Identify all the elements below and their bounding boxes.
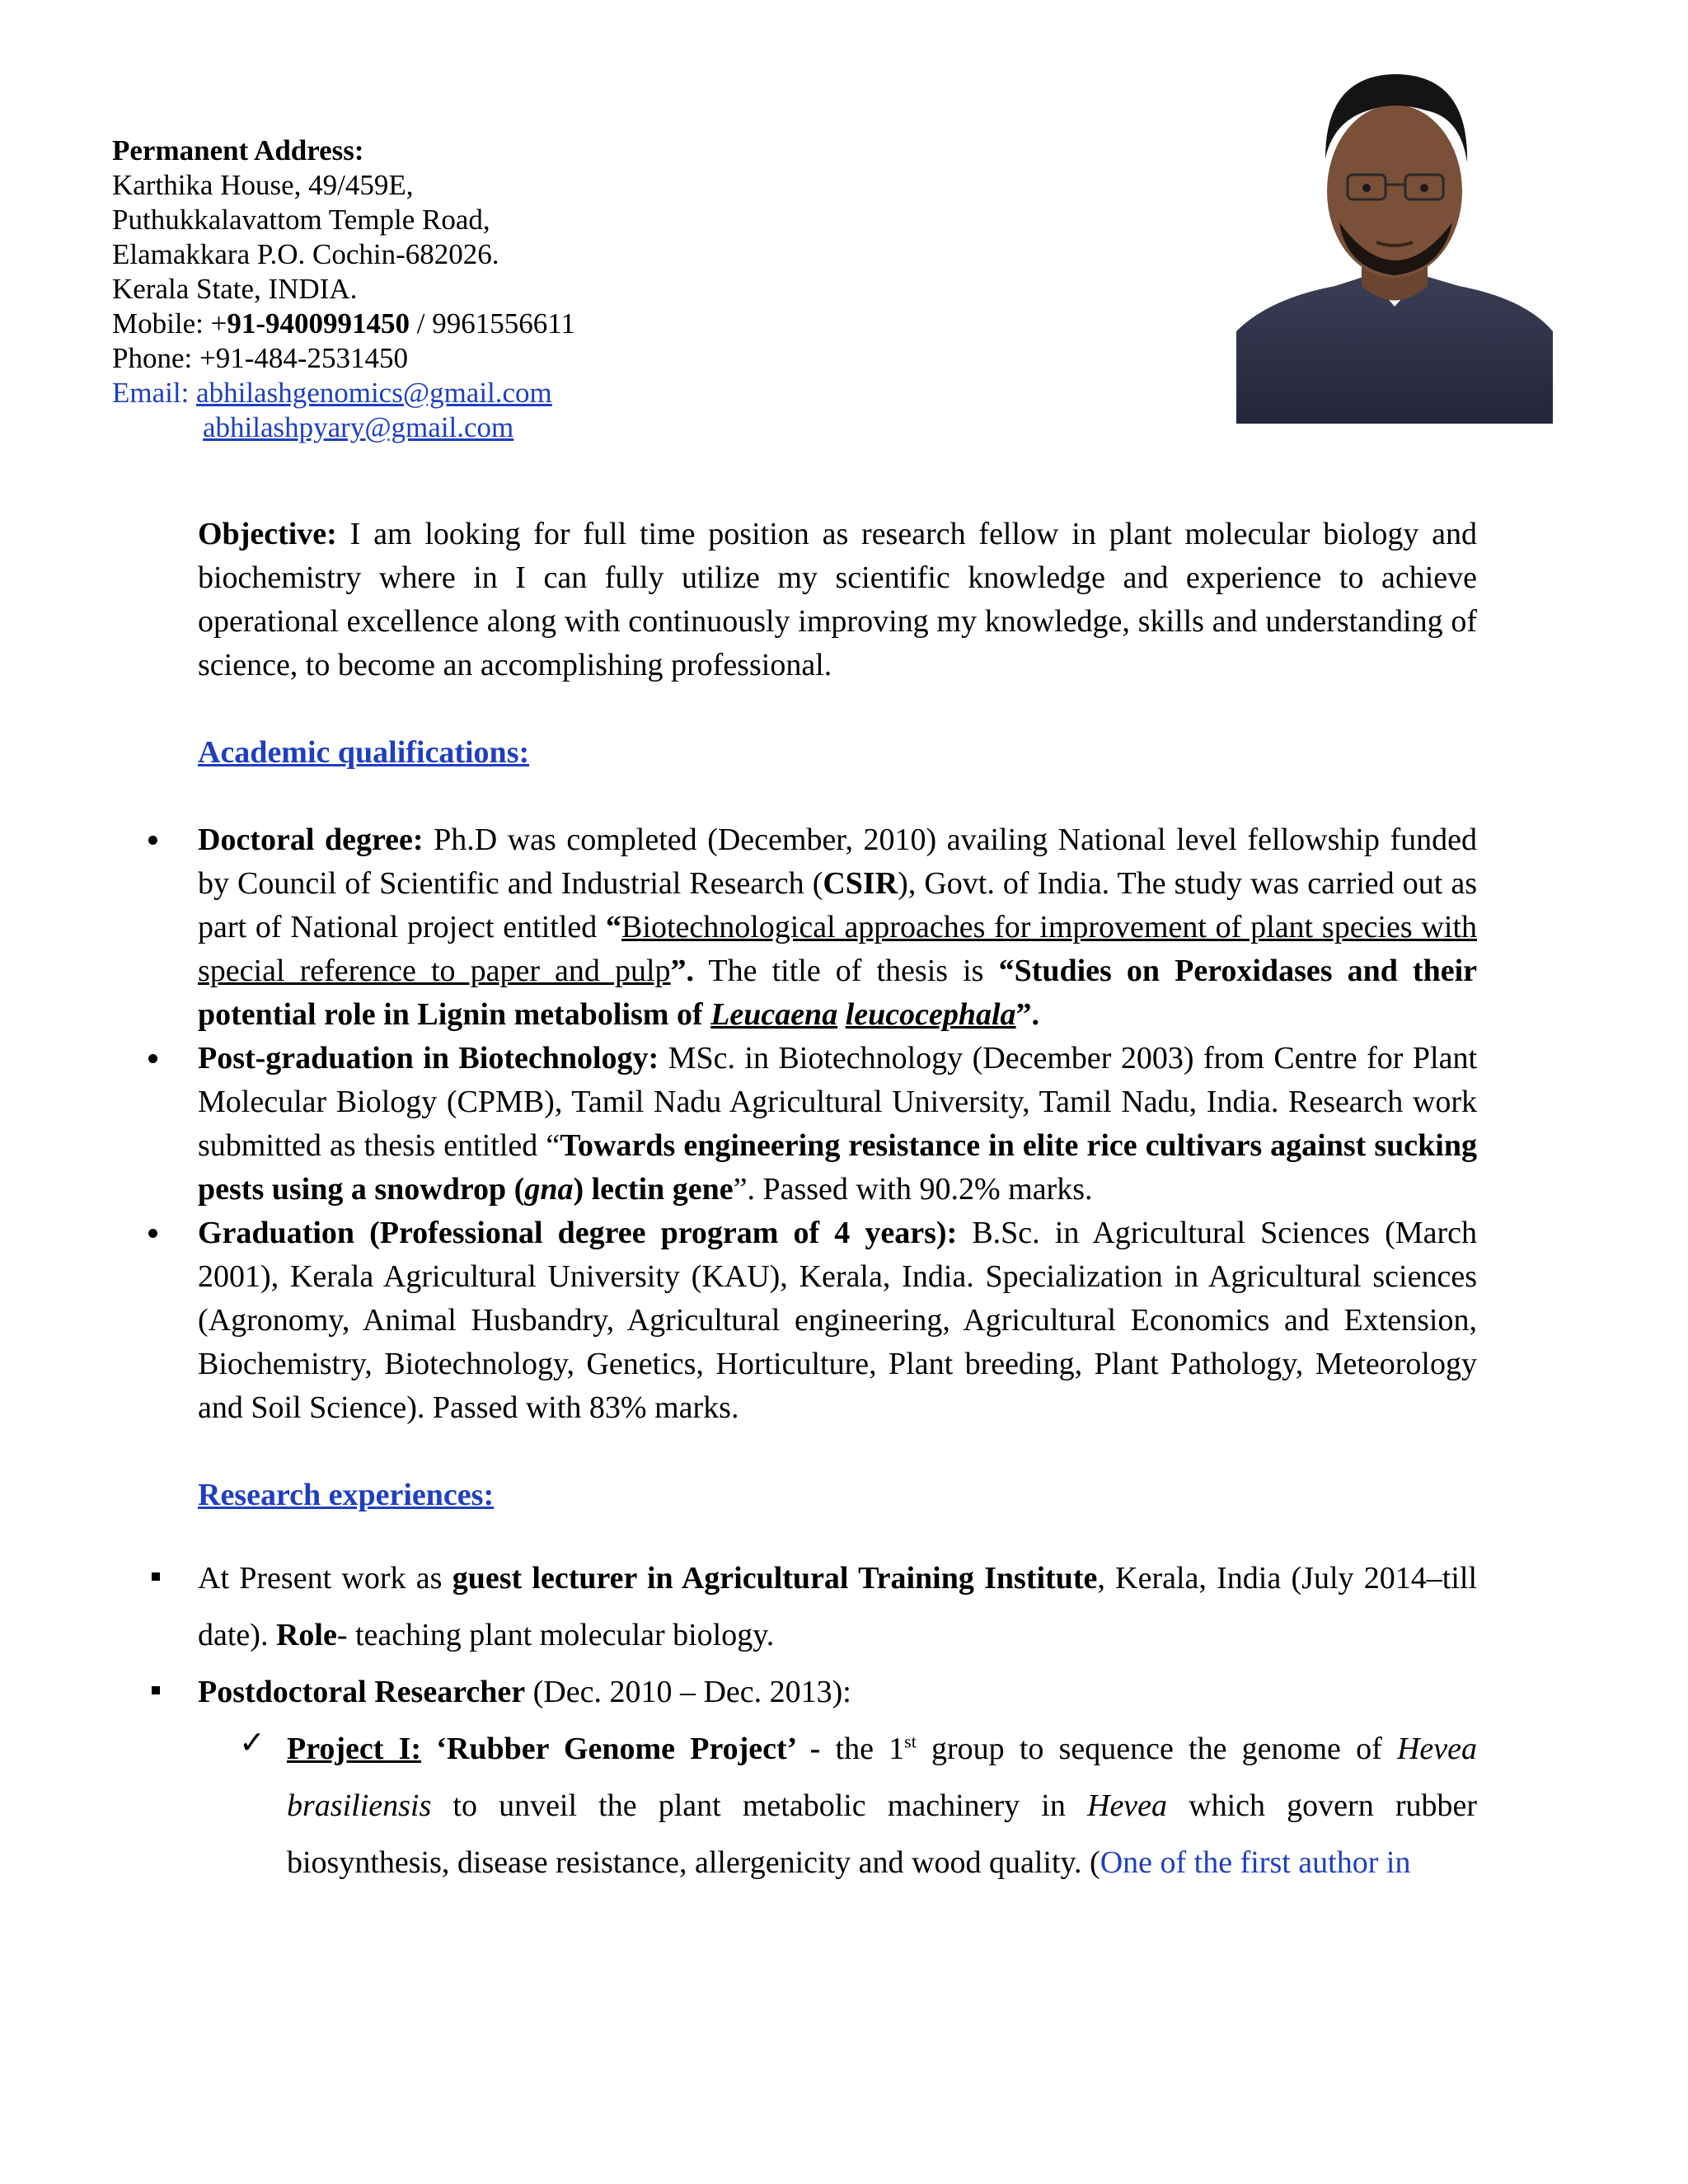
- project-text-2: group to sequence the genome of: [916, 1732, 1397, 1766]
- email-link-secondary[interactable]: abhilashpyary@gmail.com: [203, 411, 514, 443]
- thesis-end: ”.: [1015, 997, 1040, 1032]
- mobile-secondary: / 9961556611: [409, 307, 575, 340]
- email-line: [112, 376, 854, 410]
- gene-name: gna: [524, 1172, 574, 1207]
- list-item-postgrad: [198, 1037, 1477, 1212]
- mobile-primary: 91-9400991450: [227, 307, 410, 340]
- postdoc-title: Postdoctoral Researcher: [198, 1675, 526, 1709]
- objective-label: Objective:: [198, 517, 337, 551]
- objective-text: I am looking for full time position as research fellow in plant molecular biology and biochemistry where in I can fully utilize my scientific knowledge and experience to achieve operational excellence along with continuously improving my knowledge, skills and understanding of science, to become an accomplishing professional.: [198, 517, 1477, 682]
- address-block: [112, 134, 854, 445]
- research-heading: Research experiences:: [198, 1478, 495, 1512]
- role-position: guest lecturer in Agricultural Training Institute: [452, 1561, 1098, 1596]
- square-bullet-icon: [152, 1686, 160, 1694]
- research-list: [198, 1550, 1477, 1721]
- grad-text: B.Sc. in Agricultural Sciences (March 2001), Kerala Agricultural University (KAU), Kerala, India. Specialization in Agricultural sciences (Agronomy, Animal Husbandry, Agricultural engineering, Agricultural Economics and Extension, Biochemistry, Biotechnology, Genetics, Horticulture, Plant breeding, Plant Pathology, Meteorology and Soil Science). Passed with 83% marks.: [198, 1216, 1477, 1425]
- project-label: Project I:: [287, 1732, 422, 1766]
- grad-label: Graduation (Professional degree program of 4 years):: [198, 1216, 958, 1250]
- doctoral-label: Doctoral degree:: [198, 823, 424, 857]
- address-heading: Permanent Address:: [112, 134, 364, 166]
- project-name: ‘Rubber Genome Project’ -: [421, 1732, 836, 1766]
- genus-hevea: Hevea: [1087, 1788, 1168, 1823]
- phone-line: Phone: +91-484-2531450: [112, 342, 409, 374]
- ordinal-suffix: st: [904, 1731, 917, 1752]
- quote-close: ”.: [670, 954, 695, 988]
- address-line-3: Elamakkara P.O. Cochin-682026.: [112, 238, 499, 270]
- checkmark-icon: ✓: [239, 1724, 265, 1760]
- email-link-primary[interactable]: abhilashgenomics@gmail.com: [196, 377, 552, 409]
- thesis-title: “Studies on Peroxidases and their potential role in Lignin metabolism of: [198, 954, 1478, 1032]
- species-name: leucocephala: [845, 997, 1016, 1032]
- list-item-project-1: [239, 1721, 1478, 1891]
- role-text-3: - teaching plant molecular biology.: [336, 1618, 775, 1652]
- list-item-current-role: [198, 1550, 1477, 1664]
- species-hevea: Hevea brasiliensis: [287, 1732, 1477, 1823]
- profile-photo-icon: [1236, 59, 1553, 424]
- address-line-1: Karthika House, 49/459E,: [112, 169, 414, 201]
- quote-open: “: [606, 910, 622, 944]
- email-label: Email:: [112, 377, 197, 409]
- bullet-icon: [148, 1229, 157, 1238]
- email-line-2: [112, 410, 854, 445]
- bullet-icon: [148, 836, 157, 845]
- postgrad-thesis-1: Towards engineering resistance in elite rice cultivars against sucking pests using a snowdrop (: [198, 1128, 1477, 1207]
- mobile-label: Mobile: +: [112, 307, 227, 340]
- main-content: [198, 513, 1477, 1891]
- postdoc-dates: (Dec. 2010 – Dec. 2013):: [525, 1675, 851, 1709]
- project-title: Biotechnological approaches for improvement of plant species with special reference to paper and pulp: [198, 910, 1478, 988]
- role-text-2: , Kerala, India (July 2014–till date).: [198, 1561, 1478, 1652]
- role-label: Role: [275, 1618, 337, 1652]
- publication-note: One of the first author in: [1100, 1845, 1411, 1880]
- postgrad-text-2: ”. Passed with 90.2% marks.: [733, 1172, 1093, 1207]
- list-item-doctoral: [198, 818, 1477, 1037]
- bullet-icon: [148, 1054, 157, 1063]
- academic-list: [198, 818, 1477, 1430]
- address-line-4: Kerala State, INDIA.: [112, 273, 358, 305]
- genus-name: Leucaena: [710, 997, 838, 1032]
- profile-photo: [1236, 59, 1553, 424]
- doctoral-text-2: ), Govt. of India. The study was carried out as part of National project entitled: [198, 866, 1477, 944]
- academic-heading: Academic qualifications:: [198, 735, 530, 770]
- address-line-2: Puthukkalavattom Temple Road,: [112, 204, 490, 236]
- doctoral-text-3: The title of thesis is: [694, 954, 999, 988]
- square-bullet-icon: [152, 1572, 160, 1581]
- project-text-3: to unveil the plant metabolic machinery in: [431, 1788, 1087, 1823]
- list-item-postdoc: [198, 1664, 1477, 1721]
- postgrad-thesis-2: ) lectin gene: [573, 1172, 734, 1207]
- mobile-line: [112, 307, 854, 341]
- role-text-1: At Present work as: [198, 1561, 452, 1596]
- project-list: [198, 1721, 1477, 1891]
- postgrad-text-1: MSc. in Biotechnology (December 2003) from Centre for Plant Molecular Biology (CPMB), Tamil Nadu Agricultural University, Tamil Nadu, India. Research work submitted as thesis entitled “: [198, 1041, 1477, 1163]
- objective-paragraph: [198, 513, 1477, 687]
- project-text-4: which govern rubber biosynthesis, disease resistance, allergenicity and wood quality. (: [287, 1788, 1478, 1880]
- csir-abbrev: CSIR: [823, 866, 898, 901]
- postgrad-label: Post-graduation in Biotechnology:: [198, 1041, 659, 1076]
- project-text-1: the 1: [835, 1732, 905, 1766]
- doctoral-text-1: Ph.D was completed (December, 2010) availing National level fellowship funded by Council of Scientific and Industrial Research (: [198, 823, 1477, 901]
- list-item-grad: [198, 1212, 1477, 1430]
